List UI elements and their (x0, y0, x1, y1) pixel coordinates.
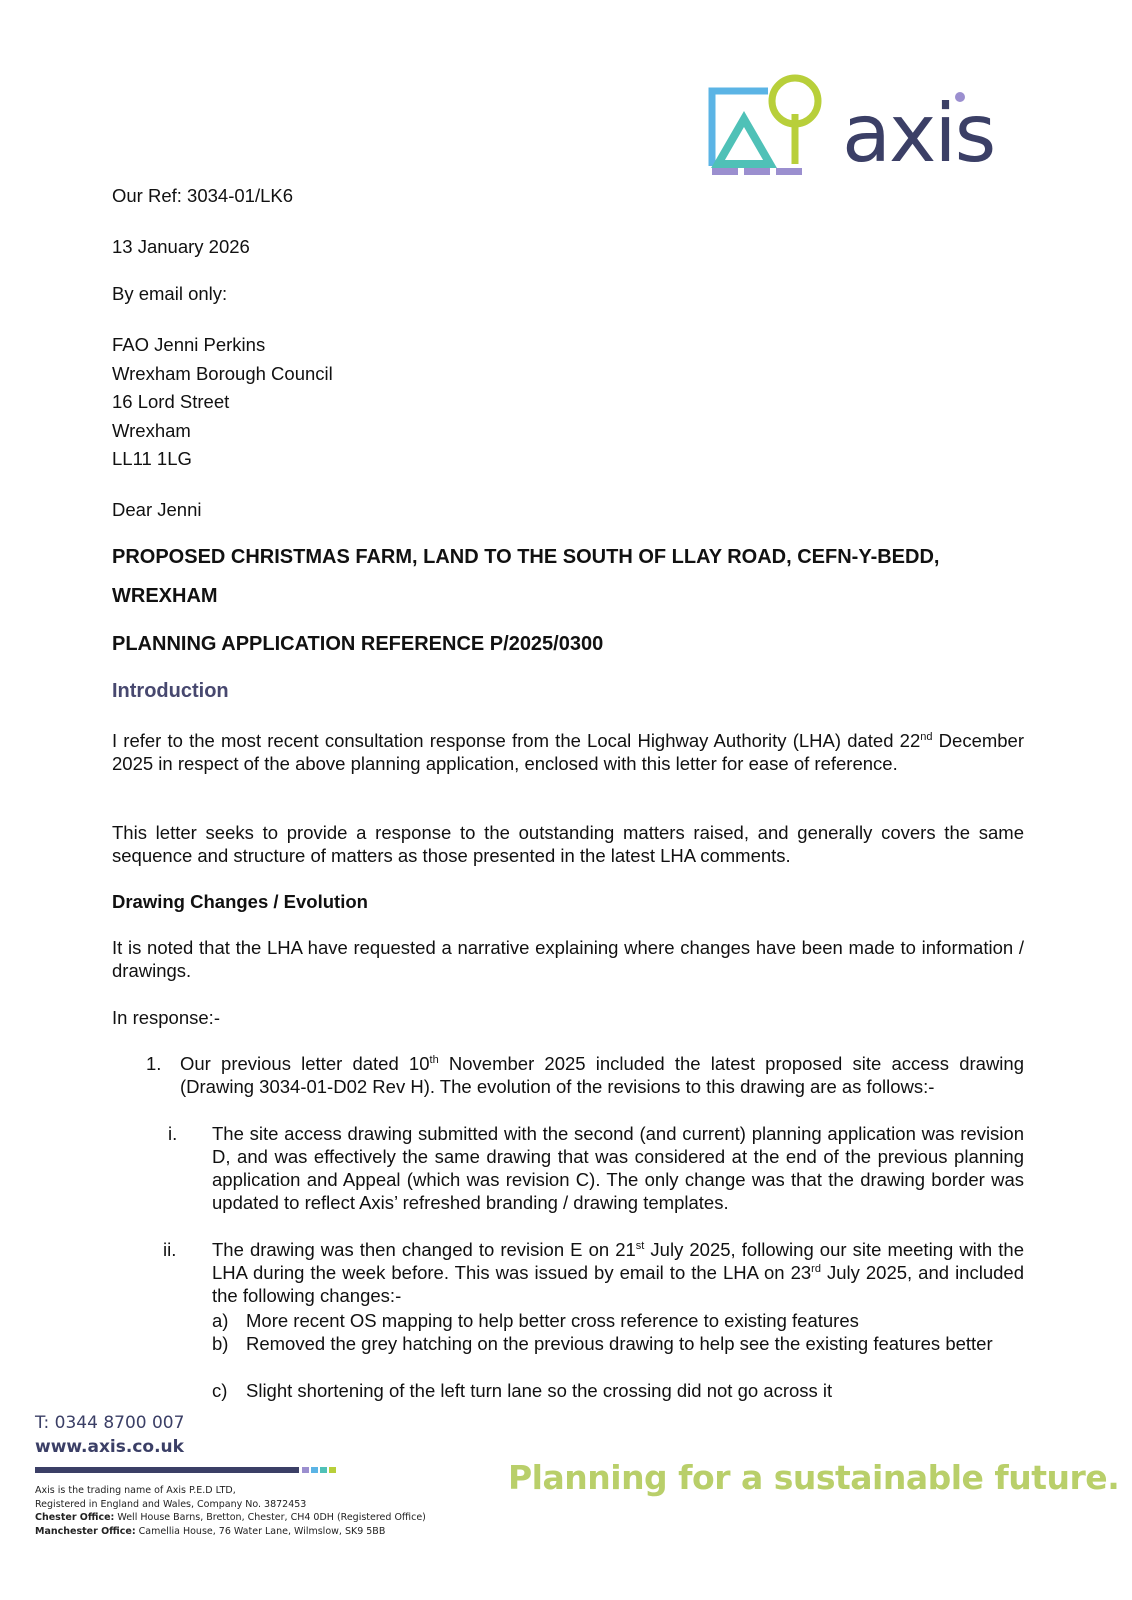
list-item: Slight shortening of the left turn lane so the crossing did not go across it (246, 1380, 833, 1401)
address-line: 16 Lord Street (112, 391, 230, 412)
list-marker: a) (212, 1310, 229, 1331)
paragraph: This letter seeks to provide a response to the outstanding matters raised, and generally covers the same sequence and structure of matters as those presented in the latest LHA comments. (112, 822, 1024, 866)
address-line: Wrexham (112, 419, 191, 441)
svg-text:axis: axis (842, 87, 995, 178)
list-item: The drawing was then changed to revision E on 21st July 2025, following our site meeting with the LHA during the week before. This was issued by email to the LHA on 23rd July 2025, and included the following changes:- (212, 1239, 1025, 1306)
delivery-method: By email only: (112, 283, 228, 304)
footer-tagline: Planning for a sustainable future. (508, 1458, 1120, 1497)
footer-website-link[interactable]: www.axis.co.uk (35, 1437, 184, 1457)
list-item: More recent OS mapping to help better cross reference to existing features (246, 1310, 859, 1331)
introduction-heading: Introduction (112, 680, 229, 702)
list-item: The site access drawing submitted with the second (and current) planning application was revision D, and was effectively the same drawing that was considered at the end of the previous planning application and Appeal (which was revision C). The only change was that the drawing border was updated to reflect Axis’ refreshed branding / drawing templates. (212, 1123, 1024, 1213)
footer-company-info: Axis is the trading name of Axis P.E.D LTD, Registered in England and Wales, Company No. 3872453 Chester Office: Well House Barns, Bretton, Chester, CH4 0DH (Registered Office) Manchester Office: Camellia House, 76 Water Lane, Wilmslow, SK9 5BB (35, 1485, 426, 1537)
address-line: Wrexham Borough Council (112, 362, 333, 384)
axis-logo (708, 74, 1023, 178)
list-marker: ii. (163, 1239, 177, 1260)
list-marker: b) (212, 1333, 229, 1354)
letter-date: 13 January 2026 (112, 236, 250, 257)
list-item: Removed the grey hatching on the previous drawing to help see the existing features better (246, 1333, 993, 1354)
footer-divider-squares (302, 1467, 336, 1473)
footer-phone: T: 0344 8700 007 (35, 1413, 185, 1433)
list-marker: c) (212, 1380, 228, 1401)
paragraph: I refer to the most recent consultation response from the Local Highway Authority (LHA) dated 22nd December 2025 in respect of the above planning application, enclosed with this letter for ease of reference. (112, 730, 1025, 774)
footer-divider (35, 1467, 299, 1473)
list-marker: 1. (146, 1053, 162, 1074)
salutation: Dear Jenni (112, 499, 202, 520)
address-line: LL11 1LG (112, 448, 192, 469)
planning-reference-title: PLANNING APPLICATION REFERENCE P/2025/0300 (112, 633, 604, 655)
list-item: Our previous letter dated 10th November 2025 included the latest proposed site access drawing (Drawing 3034-01-D02 Rev H). The evolution of the revisions to this drawing are as follows:- (180, 1053, 1024, 1097)
paragraph: In response:- (112, 1007, 220, 1028)
letter-title: PROPOSED CHRISTMAS FARM, LAND TO THE SOUTH OF LLAY ROAD, CEFN-Y-BEDD, WREXHAM (112, 546, 940, 607)
list-marker: i. (168, 1123, 178, 1144)
drawing-changes-heading: Drawing Changes / Evolution (112, 891, 368, 912)
address-line: FAO Jenni Perkins (112, 334, 266, 355)
paragraph: It is noted that the LHA have requested a narrative explaining where changes have been made to information / drawings. (112, 937, 1024, 981)
recipient-address (112, 331, 1024, 474)
our-ref: Our Ref: 3034-01/LK6 (112, 185, 293, 206)
